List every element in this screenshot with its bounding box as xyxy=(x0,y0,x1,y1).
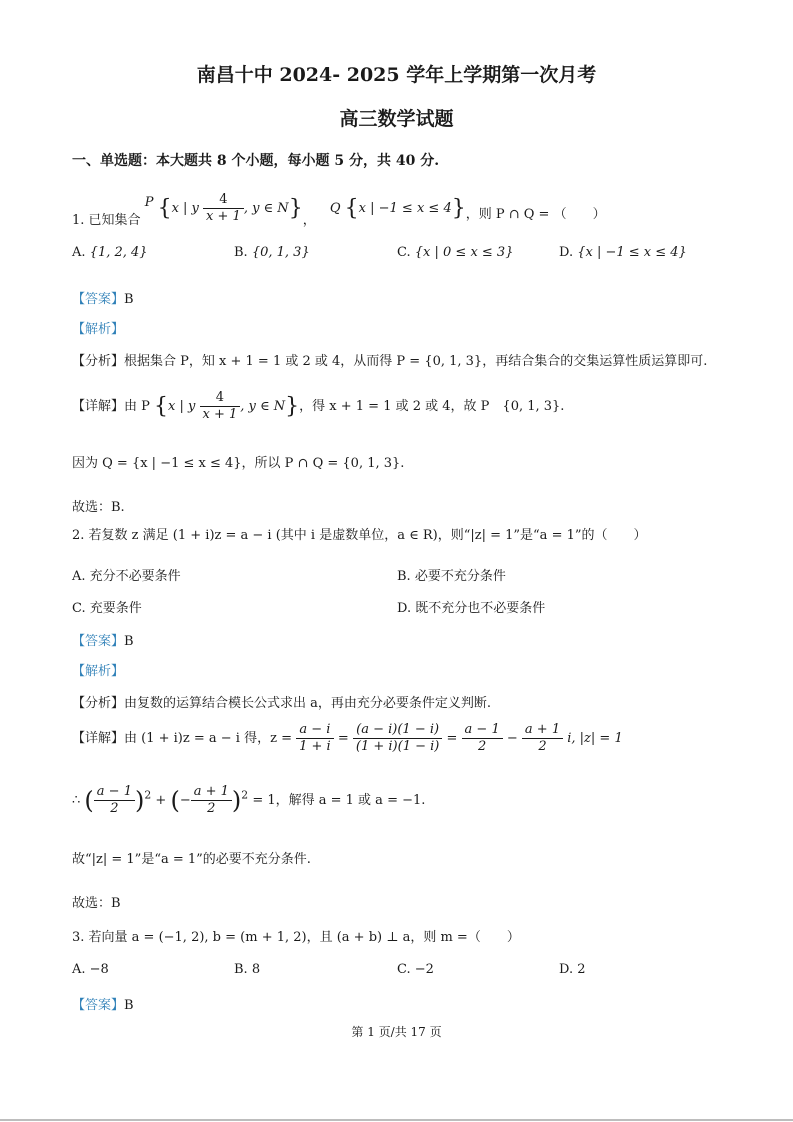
q1-option-a: A. {1, 2, 4} xyxy=(72,245,148,260)
q3-answer: 【答案】B xyxy=(72,998,134,1013)
q2-stem: 2. 若复数 z 满足 (1 + i)z = a − i (其中 i 是虚数单位，a ∈ R)，则“|z| = 1”是“a = 1”的（ ） xyxy=(72,528,647,543)
q1-set-q-label: Q xyxy=(329,201,341,216)
q1-xiangjie: 【详解】由 P {x | y $\frac{4}{x + 1}$ , y ∈ N}，得 x + 1 = 1 或 2 或 4，故 P {0, 1, 3}. xyxy=(72,390,565,422)
q3-stem: 3. 若向量 a = (−1, 2), b = (m + 1, 2)，且 (a + b) ⊥ a，则 m =（ ） xyxy=(72,930,520,945)
section-heading: 一、单选题：本大题共 8 个小题，每小题 5 分，共 40 分. xyxy=(72,153,440,169)
q2-option-b: B. 必要不充分条件 xyxy=(397,569,506,584)
q1-set-p-fraction: $\frac{4}{x + 1}$ xyxy=(203,192,244,225)
q1-set-q-cond: x | −1 ≤ x ≤ 4 xyxy=(358,201,452,216)
q2-analysis-tag: 【解析】 xyxy=(72,664,125,679)
q2-answer: 【答案】B xyxy=(72,634,134,649)
q1-option-c: C. {x | 0 ≤ x ≤ 3} xyxy=(397,245,514,260)
q1-fenxi: 【分析】根据集合 P，知 x + 1 = 1 或 2 或 4，从而得 P = {0, 1, 3}，再结合集合的交集运算性质运算即可. xyxy=(72,354,708,369)
q3-option-c: C. −2 xyxy=(397,962,434,977)
q3-option-b: B. 8 xyxy=(234,962,261,977)
q1-lead: 1. 已知集合 xyxy=(72,213,141,228)
q2-conclusion: 故“|z| = 1”是“a = 1”的必要不充分条件. xyxy=(72,852,311,867)
q2-choose: 故选：B xyxy=(72,896,121,911)
q1-line2: 因为 Q = {x | −1 ≤ x ≤ 4}，所以 P ∩ Q = {0, 1, 3}. xyxy=(72,456,405,471)
q1-stem: 1. 已知集合 P {x | y $\frac{4}{x + 1}$ , y ∈ N}， Q {x | −1 ≤ x ≤ 4}，则 P ∩ Q = （ ） xyxy=(72,192,606,228)
q1-option-d: D. {x | −1 ≤ x ≤ 4} xyxy=(559,245,687,260)
q1-set-p-cond: x | y xyxy=(171,201,199,216)
exam-title: 南昌十中 2024- 2025 学年上学期第一次月考 xyxy=(196,64,597,86)
q1-analysis-tag: 【解析】 xyxy=(72,322,125,337)
q1-set-p-label: P xyxy=(144,195,154,210)
page-footer: 第 1 页/共 17 页 xyxy=(351,1025,442,1039)
bottom-rule xyxy=(0,1119,793,1121)
q1-stem-tail: ，则 P ∩ Q = （ ） xyxy=(465,207,606,222)
q1-answer: 【答案】B xyxy=(72,292,134,307)
q2-equation: ∴ ( $\frac{a - 1}{2}$ )$^2$ + (− $\frac{a + 1}{2}$ )$^2$ = 1，解得 a = 1 或 a = −1. xyxy=(72,784,426,816)
q3-option-a: A. −8 xyxy=(72,962,109,977)
q2-option-c: C. 充要条件 xyxy=(72,601,142,616)
q2-fenxi: 【分析】由复数的运算结合模长公式求出 a，再由充分必要条件定义判断. xyxy=(72,696,492,711)
q3-option-d: D. 2 xyxy=(559,962,586,977)
q2-option-d: D. 既不充分也不必要条件 xyxy=(397,601,546,616)
q2-xiangjie: 【详解】由 (1 + i)z = a − i 得，z = $\frac{a - i}{1 + i}$ = $\frac{(a - i)(1 - i)}{(1 + i)(1 - i)}$ = $\frac{a - 1}{2}$ − $\frac{a + 1}{2}$ i, |z| = 1 xyxy=(72,722,623,754)
q1-choose: 故选：B. xyxy=(72,500,125,515)
q2-option-a: A. 充分不必要条件 xyxy=(72,569,181,584)
q1-option-b: B. {0, 1, 3} xyxy=(234,245,310,260)
exam-subtitle: 高三数学试题 xyxy=(339,108,454,130)
